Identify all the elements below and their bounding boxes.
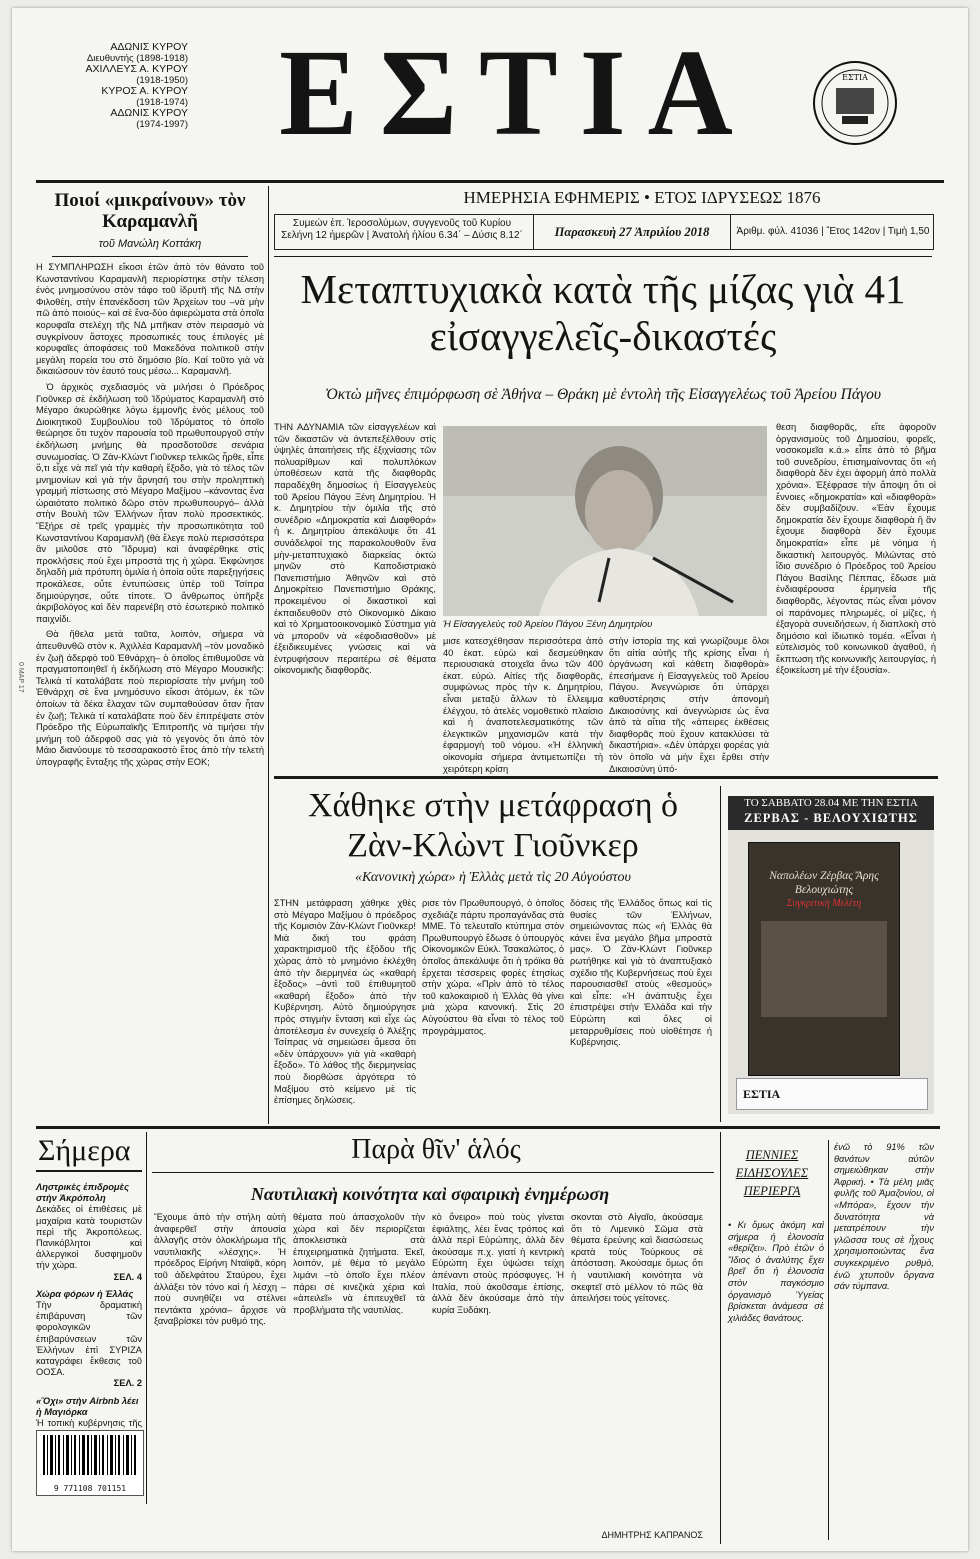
second-body-col-2: ρισε τὸν Πρωθυπουργό, ὁ ὁποῖος σχεδιάζε πάρτυ προπαγάνδας στὰ ΜΜΕ. Τὸ τελευταῖο κτύπημα στὸν Πρωθυπουργὸ ἔδωσε ὁ ὑπουργὸς Οἰκονομικῶν Εὐκλ. Τσακαλώτος, ὁ ὁποῖος ἀπεκάλυψε ὅτι ἡ τρόϊκα θὰ ἔρχεται τέσσερεις φορὲς ἐτησίως στὴν χώρα. «Πρὶν ἀπὸ τὸ τέλος τοῦ καλοκαιριοῦ ἡ Ἑλλὰς θὰ γίνει μιὰ χώρα κανονική. Στὶς 20 Αὐγούστου θὰ εἶναι τὸ τέλος τοῦ προγράμματος. [422,898,564,1036]
today-item-head: Ληστρικὲς ἐπιδρομὲς στὴν Ἀκρόπολη [36,1182,129,1204]
saints-of-day: Συμεών ἐπ. Ἱεροσολύμων, συγγενοῦς τοῦ Κυρίου [292,218,512,229]
today-item-ref: ΣΕΛ. 4 [113,1271,142,1282]
founder-role: (1918-1950) [136,75,188,86]
second-headline: Χάθηκε στὴν μετάφραση ὁ Ζὰν-Κλὼντ Γιοῦνκερ [308,787,678,864]
book-cover [748,842,900,1076]
lead-body-col-3: στὴν ἱστορία της καὶ γνωρίζουμε ὅλοι ὅτι αἰτία αὐτῆς τῆς κρίσης εἶναι ἡ ὀργάνωση καὶ κάθετη διαφθορὰ» ἐπεσήμανε ἡ Εἰσαγγελεὺς τοῦ Ἀρείου Πάγου. Ἀνεγνώρισε ὅτι ὑπάρχει καθυστέρησις στὴν ἀπονομὴ Δικαιοσύνης καὶ ἀνεγνώρισε ὡς ἕνα ἀπὸ τὰ αἴτια τῆς «ἀπειρες ἐκθέσεις διαφθορᾶς ποὺ ἔχουν κατακλύσει τὰ δικαστήρια». «Δὲν ὑπάρχει φορέας γιὰ τὸν ὁποῖο νὰ μὴν ἔχει ἔρθει στὴν Δικαιοσύνη ὑπό- [609,636,769,774]
second-body-col-1: ΣΤΗΝ μετάφραση χάθηκε χθὲς στὸ Μέγαρο Μαξίμου ὁ πρόεδρος τῆς Κομισιὸν Ζὰν-Κλὼντ Γιοῦνκερ! Μιὰ δική του φράση χαρακτηρισμοῦ τῆς ἐξόδου τῆς χώρας ἀπὸ τὸ μνημόνιο ἐκλέχθη ἀπὸ τὴν διερμηνέα ὡς «καθαρὴ ἔξοδος» –ἀντὶ τοῦ ἐπιθυμητοῦ «καθαρὴ ἔξοδο» ἀπὸ τὴν Κυβέρνηση. Αὐτὸ δημιούργησε πρὸς στιγμὴν ἔνταση καὶ εἶχε ὡς ἀποτέλεσμα ἐν συνεχείᾳ ὁ Ἀλέξης Τσίπρας νὰ σημειώσει ἄμεσα ὅτι «δὲν ὑπάρχουν» γιὰ γιὰ «καθαρὴ ἔξοδο». Τὸ λάθος τῆς διερμηνείας ποὺ διορθώσε ἀργότερα τὸ Μαξίμου στὸ κείμενο μὲ τὶς ἐπίσημες δηλώσεις. [274,898,416,1106]
tagline: ΗΜΕΡΗΣΙΑ ΕΦΗΜΕΡΙΣ • ΕΤΟΣ ΙΔΡΥΣΕΩΣ 1876 [463,188,821,207]
book-cover-photo [761,921,887,1017]
founder-role: (1918-1974) [136,97,188,108]
column-section-title: Παρὰ θῖν' ἁλός [351,1134,521,1165]
book-title: Ναπολέων Ζέρβας Ἄρης Βελουχιώτης [769,870,879,896]
founder-name: ΑΔΩΝΙΣ ΚΥΡΟΥ [110,107,188,119]
barcode [36,1430,144,1496]
lead-subhead: Ὀκτὼ μῆνες ἐπιμόρφωση σὲ Ἀθήνα – Θράκη μὲ ἐντολὴ τῆς Εἰσαγγελέως τοῦ Ἀρείου Πάγου [325,386,881,403]
side-mark: 0 ΜΑΡ 17 [17,662,24,693]
today-item-text: Δεκάδες οἱ ἐπιθέσεις μὲ μαχαίρια κατὰ τουριστῶν περὶ τῆς Ἀκροπόλεως. Πανικόβλητοι καὶ ἀλλεργικοὶ δυσφημοῦν τὴν χώρα. [36,1204,142,1271]
ad-top-line: ΤΟ ΣΑΒΒΑΤΟ 28.04 ΜΕ ΤΗΝ ΕΣΤΙΑ [744,797,918,809]
opinion-byline: τοῦ Μανώλη Κοττάκη [98,238,202,250]
second-body-col-3: δόσεις τῆς Ἑλλάδος ὅπως καὶ τὶς θυσίες τῶν Ἑλλήνων, σημειώνοντας πὼς «ἡ Ἑλλὰς θὰ κάνει ἕνα μεγάλο βῆμα μπροστὰ μας». Ὁ Ζὰν-Κλὼντ Γιοῦνκερ ρωτήθηκε καὶ γιὰ τὸ ἀναπτυξιακὸ σχέδιο τῆς Κυβερνήσεως ποὺ ἔχει παρουσιασθεῖ στοὺς «θεσμούς» καὶ εἶπε: «Ἡ ἀνάπτυξις ἔχει ἐπιστρέψει στὴν Ἑλλάδα καὶ τὴν Εὐρώπη καὶ ὅλες οἱ μεταρρυθμίσεις ποὺ υἱοθέτησε ἡ Κυβέρνησις. [570,898,712,1048]
founder-name: ΑΔΩΝΙΣ ΚΥΡΟΥ [110,41,188,53]
column-body-col-2: θέματα ποὺ ἀπασχολοῦν τὴν χώρα καὶ δὲν περιορίζεται ἀποκλειστικὰ στὰ ἐπιχειρηματικὰ ζητήματα. Ἐκεῖ, λοιπόν, μὲ θέμα τὸ μεγάλο λιμάνι –τὸ ὁποῖο ἔχει πλέον πάρει σὲ κινεζικὰ χέρια καὶ «ἀπειλεῖ» νὰ ἐπιτευχθεῖ τὰ προβλήματα τῆς ναυτιλίας. [293,1212,425,1315]
issue-number: Ἀριθμ. φύλ. 41036 | Ἔτος 142ον | Τιμὴ 1,50 [736,226,930,237]
photo-caption: Ἡ Εἰσαγγελεὺς τοῦ Ἀρείου Πάγου Ξένη Δημητρίου [443,619,653,630]
newspaper-title: ΕΣΤΙΑ [279,23,755,162]
today-item-ref: ΣΕΛ. 2 [113,1378,142,1389]
issue-date: Παρασκευὴ 27 Ἀπριλίου 2018 [533,215,731,249]
founder-role: (1974-1997) [136,119,188,130]
today-item-head: «Ὄχι» στὴν Airbnb λέει ἡ Μαγιόρκα [36,1395,139,1417]
today-item-text: Τὴν δραματικὴ ἐπιβάρυνση τῶν φορολογικῶν ἐπιβαρύνσεων τῶν Ἑλλήνων ἐπὶ ΣΥΡΙΖΑ καταγράφει ἔκθεσις τοῦ ΟΟΣΑ. [36,1300,142,1378]
founder-role: Διευθυντής (1898-1918) [86,53,188,64]
ad-footer-logo: ΕΣΤΙΑ [736,1078,928,1110]
prosecutor-photo [443,426,767,616]
column-body-col-1: Ἔχουμε ἀπὸ τὴν στήλη αὐτὴ ἀναφερθεῖ στὴν ἀπουσία ἀλλαγῆς στὸν ὁλοκλήρωμα τῆς ναυτιλιακῆς «λέσχης». Ἡ πρόεδρος Εἰρήνη Νταϊφᾶ, κόρη τοῦ ἀδελφάτου Σταύρου, ἔχει ἀλλάξει τὸν τόνο καὶ ἡ λέσχη –ποὺ συνηθίζει να στέλνει πεντάκτα χρόνια– ἄρχισε νὰ ξαναβρίσκει τὸν ρυθμό της. [154,1212,286,1327]
opinion-body [36,262,264,1120]
barcode-icon [37,1431,143,1479]
lead-body-col-2: μισε κατεσχέθησαν περισσότερα ἀπὸ 40 ἑκατ. εὐρὼ καὶ δεσμεύθηκαν περιουσιακὰ στοιχεῖα ἄνω τῶν 400 ἑκατ. εὐρώ. Αἰτίες τῆς διαφθορᾶς, συμφώνως πρὸς τὴν κ. Δημητρίου, εἶναι μεταξὺ ἄλλων τὸ ἔλλειμμα ἐλέγχου, τὸ ἀτελὲς νομοθετικὸ πλαίσιο καὶ ἡ ἀναποτελεσματικότης τῶν ἐλεγκτικῶν μηχανισμῶν κατὰ τὴν ἐφαρμογὴ τοῦ νόμου. «Ἡ ἑλληνικὴ οἰκονομία σήμερα ἀντιμετωπίζει τὴ χειρότερη κρίση [443,636,603,774]
seal-text: ΕΣΤΙΑ [842,73,868,82]
column-body-col-3: κὸ ὄνειρο» ποὺ τοὺς γίνεται ἐφιάλτης, λέει ἕνας τρόπος καὶ ἀλλὰ περὶ Εὐρώπης, ἀλλὰ δὲν ἀκούσαμε π.χ. γιατί ἡ κεντρικὴ Εὐρώπη ἔχει ὑψώσει τείχη ἀπέναντι στοὺς πρόσφυγες. Ἡ Ιταλία, ποὺ ἀκοῦσαμε ἐπίσης, ἀλλὰ δὲν ἀκούσαμε ἀπὸ τὴν κυρία Ξυδάκη. [432,1212,564,1315]
issue-info-box [274,214,934,250]
portrait-image [443,426,767,616]
lead-headline: Μεταπτυχιακὰ κατὰ τῆς μίζας γιὰ 41 εἰσαγγελεῖς-δικαστές [300,266,906,359]
seal-icon [812,60,898,146]
lead-body-col-4: θεση διαφθορᾶς, εἴτε ἀφοροῦν ὀργανισμοὺς τοῦ Δημοσίου, φορεῖς, νοσοκομεῖα κ.ά.» εἶπε ἀπὸ τὸ βῆμα τοῦ συνεδρίου, ἐπισημαίνοντας ὅτι «ἡ διαφθορὰ δὲν ἐχει ἀφορμὴ ἀπὸ πολλὰ χρόνια». Ἐξέφρασε τὴν ἄποψη ὅτι οἱ ἔννοιες «δημοκρατία» καὶ «διαφθορὰ» δὲν συμβαδίζουν. «Ἐὰν ἔχουμε δημοκρατία δὲν ἔχουμε διαφθορὰ ἢ ἂν ἔχουμε διαφθορὰ δὲν ἔχουμε δημοκρατία» εἶπε μὲ νόημα ἡ δικαστικὴ λειτουργός. Μιλώντας στὸ ἴδιο συνέδριο ὁ Πρόεδρος τοῦ Ἀρείου Πάγου Βασίλης Πέππας, ἔδωσε μιὰ ἐνδιαφέρουσα ἑρμηνεία τῆς διαφθορᾶς, λέγοντας πὼς εἶναι μόνον οἱ παράνομες πληρωμές, οἱ μίζες, ἡ ἐξαγορὰ συνειδήσεων, ἡ διαπλοκὴ στὸ δημόσιο καὶ ἰδιωτικὸ τομέα. «Εἶναι ἡ εὐτελισμὸς τοῦ κοινωνικοῦ ἀγαθοῦ, ἡ ἔκπτωση τῆς κοινωνικῆς λειτουργίας, ἡ ἐξοικείωση μὲ τὴν ἐξουσία». [776,422,936,676]
barcode-number: 9 771108 701151 [53,1484,127,1493]
today-item-text: Ἡ τοπικὴ κυβέρνησις τῆς [36,1418,142,1429]
book-subtitle: Συγκριτικὴ Μελέτη [786,898,862,909]
opinion-headline: Ποιοί «μικραίνουν» τὸν Καραμανλῆ [54,190,246,232]
today-item-head: Χώρα φόρων ἡ Ἑλλάς [36,1288,134,1299]
newspaper-page [12,8,968,1551]
trivia-heading [728,1146,816,1200]
ad-sub-line: ΖΕΡΒΑΣ - ΒΕΛΟΥΧΙΩΤΗΣ [744,811,918,825]
trivia-col-1: • Κι ὅμως ἀκόμη καὶ σήμερα ἡ ἐλονοσία «θερίζει». Πρὸ ἐτῶν ὁ Ἴδιος ὁ ἀναλύτης ἔχει βρεῖ ὅτι ἡ ἐλονοσία στὸν παγκόσμιο ὀργανισμὸ Ὑγείας βρίσκεται ἀνάμεσα σὲ χιλιάδες θανάτους. [728,1220,824,1323]
trivia-heading-line: ΕΙΔΗΣΟΥΛΕΣ [735,1166,809,1180]
article-paragraph: Θὰ ἤθελα μετὰ ταῦτα, λοιπόν, σήμερα νὰ ἀπευθυνθῶ στὸν κ. Ἀχιλλέα Καραμανλῆ –τὸν μοναδικὸ ἐν ζωῇ ἀδερφὸ τοῦ Ἐθνάρχη– ὁ ὁποῖος ἐπιθυμοῦσε νὰ πραγματοποιηθεῖ ἡ ἐκδήλωση στὸ Μέγαρο Μουσικῆς: Τελικὰ τί καταλάβατε ποὺ περιορίσατε τὴν μνήμη τοῦ Ἐθνάρχη σὲ ἕνα μνημόσυνο εἴκοσι ἀτόμων, ἐκ τῶν ὁποίων τὰ δέκα ἔλαχαν τῶν συμπαθούσαν ὅταν ἦταν ἐν ζωῇ; Τελικὰ τί καταλάβατε ποὺ δὲν ἐπιτρέψατε στὸν Πρόεδρο τῆς Εὐρωπαϊκῆς Ἐπιτροπῆς νὰ τιμήσει τὴν μνήμη τοῦ ἀδερφοῦ σας γιὰ τὸ γεγονὸς ὅτι ἀπὸ τὸν Μάιο διανύουμε τὸ τεσσαρακοστὸ ἔτος ἀπὸ τὴν τελετὴ ὑπογραφῆς ἔνταξης τῆς χώρας στὴν ΕΟΚ; [36,629,264,767]
founders-list [66,42,188,130]
second-subhead: «Κανονικὴ χώρα» ἡ Ἑλλὰς μετὰ τὶς 20 Αὐγούστου [355,870,631,885]
book-advertisement [728,796,934,1114]
today-section-title: Σήμερα [38,1134,131,1167]
trivia-heading-line: ΠΕΝΝΙΕΣ [745,1148,799,1162]
author-signature: ΔΗΜΗΤΡΗΣ ΚΑΠΡΑΝΟΣ [601,1530,703,1540]
moon-sun-info: Σελήνη 12 ἡμερῶν | Ἀνατολή ἡλίου 6.34΄ – Δύσις 8.12΄ [281,230,523,241]
article-paragraph: Η ΣΥΜΠΛΗΡΩΣΗ εἴκοσι ἐτῶν ἀπὸ τὸν θάνατο τοῦ Κωνσταντίνου Καραμανλῆ περιορίστηκε στὴν τέλεση ἑνὸς μνημοσύνου στὸν τάφο τοῦ ἱδρυτῆ τῆς ΝΔ στὴν Φιλοθέη, στὴν ἐπανέκδοση τῶν Ἀρχείων του –νὰ μὴν πῶ ἀπὸ ποιούς– καὶ σὲ ἕνα-δύο ἀφιερώματα στὰ ὁποῖα κορυφαῖα στελέχη τῆς ΝΔ μπῆκαν στὸν πειρασμὸ νὰ συγκρίνουν ἄστοχες προσωπικές τους ἐπιλογὲς μὲ κορυφαῖες ἀποφάσεις τοῦ Μακεδόνα πολιτικοῦ στὴν μεγάλη πορεία του στὸ δημόσιο βίο. Καί τοῦτο γιὰ νὰ δικαιώσουν τὸν ἑαυτό τους μέσω... Καραμανλῆ. [36,262,264,377]
founder-name: ΑΧΙΛΛΕΥΣ Α. ΚΥΡΟΥ [85,63,188,75]
lead-body-col-1: ΤΗΝ ΑΔΥΝΑΜΙΑ τῶν εἰσαγγελέων καὶ τῶν δικαστῶν νὰ ἀντεπεξέλθουν στὶς ὑψηλὲς ἀπαιτήσεις τῆς ἐξιχνίασης τῶν πολυαρίθμων καὶ πολυπλόκων ὑποθέσεων κατὰ τῆς διαφθορᾶς παραδέχθη δημοσίως ἡ Εἰσαγγελεὺς τοῦ Ἀρείου Πάγου Ξένη Δημητρίου. Ἡ κ. Δημητρίου τὴν ὁμιλία τῆς στὸ συνέδριο «Δημοκρατία καὶ Διαφθορά» ἡ κ. Δημητρίου ἀπεκάλυψε ὅτι 41 συνάδελφοί της παρακολουθοῦν ἕνα μὴν-μεταπτυχιακὸ διαρκείας ὀκτὼ μηνῶν στὸ Καποδιστριακὸ Πανεπιστήμιο Ἀθηνῶν καὶ στὸ Δημοκρίτειο Πανεπιστήμιο Θράκης, προκειμένου οἱ δικαστικοὶ καὶ ἐκπαιδευθοῦν στὸ Οἰκονομικὸ Δίκαιο καὶ τὸ Χρηματοοικονομικὸ Σύστημα γιὰ νὰ μποροῦν νὰ «ἐφοδιασθοῦν» μὲ ἐξειδικευμένες γνώσεις καὶ νὰ ἐντρυφήσουν περαιτέρω σὲ θέματα οἰκονομικῆς διαφθορᾶς. [274,422,436,676]
column-body-col-4: σκονται στὸ Αἰγαῖο, ἀκούσαμε ὅτι τὸ Λιμενικὸ Σῶμα στὰ θέματα ἐρεύνης καὶ διασώσεως κρατὰ τοὺς Τούρκους σὲ ἀπόσταση. Ἀκούσαμε ὅμως ὅτι ἡ ναυτιλιακὴ κοινότητα νὰ σκεφτεῖ στὸ μέλλον τὸ πῶς θὰ ἀπειλήσει τοὺς γείτονες. [571,1212,703,1304]
trivia-col-2: ἐνῶ τὸ 91% τῶν θανάτων αὐτῶν σημειώθηκαν στὴν Ἀφρική. • Τὰ μέλη μιᾶς φυλῆς τοῦ Ἀμαζονίου, οἱ «Μπόρα», ἔχουν τὴν δυνατότητα νὰ μετατρέπουν τὴν γλῶσσα τους σὲ ἦχους χρησιμοποιώντας ἕνα συγκεκριμένο ρυθμὸ, ἐνῶ χτυποῦν ὄργανα σάν τύμπανα. [834,1142,934,1292]
column-headline: Ναυτιλιακὴ κοινότητα καὶ σφαιρικὴ ἐνημέρωση [250,1184,610,1204]
article-paragraph: Ὁ ἀρχικὸς σχεδιασμὸς νὰ μιλήσει ὁ Πρόεδρος Γιοῦνκερ σὲ ἐκδήλωση τοῦ Ἱδρύματος Καραμανλῆ στὸ Μέγαρο ἀκυρώθηκε λόγω ἐμμονῆς ἑνὸς μέλους τοῦ Διοικητικοῦ Συμβουλίου τοῦ Ἱδρύματος τὸ ὁποῖο θεώρησε ὅτι τυχὸν παρουσία τοῦ πρωθυπουργοῦ στὴν ἐκδήλωση μνήμης θὰ προσδοτοῦσε σενάρια συνωμοσίας. Ὁ Ζὰν-Κλὼντ Γιοῦνκερ τελικῶς ἦρθε, εἶπε ὅ,τι εἶχε νὰ πεῖ γιὰ τὴν καθαρὴ ἔξοδο, γιὰ τὸ τέλος τῶν μνημονίων καὶ γιὰ τὴν ἄρνησή του στὴν προληπτικὴ γραμμή πίστωσης στὸ Μέγαρο Μαξίμου –κάνοντας ἕνα ὡραιότατο πολιτικὸ δῶρο στὸν πρωθυπουργό– ἀλλὰ στὴν Βουλὴ τῶν Ἑλλήνων ἦταν πολὺ προσεκτικός. Ἔξήρε σὲ τρεῖς γραμμὲς τὴν προσωπικότητα τοῦ Κωνσταντίνου Καραμανλῆ (θὰ ἔλεγε πολὺ περισσότερα ἂν μιλοῦσε στὸ Ἵδρυμα) καὶ ἀναφέρθηκε στὶς προκλήσεις ποὺ ἔχει μπροστά της ἡ χώρα. Ἐκφώνησε δηλαδὴ μιὰ πρότυπη ὁμιλία ἡ ὁποία οὔτε παρεξηγήσεις προκάλεσε, οὔτε ἐντυπώσεις ὑπὲρ τοῦ Τσίπρα δημιούργησε, οὔτε τίποτε. Ὁ ἄνθρωπος ὑπῆρξε ἀκριβολόγος καὶ δὲν παρενέβη στὸ ἐσωτερικὸ πολιτικὸ παιχνίδι. [36,381,264,624]
founder-name: ΚΥΡΟΣ Α. ΚΥΡΟΥ [101,85,188,97]
trivia-heading-line: ΠΕΡΙΕΡΓΑ [743,1184,801,1198]
